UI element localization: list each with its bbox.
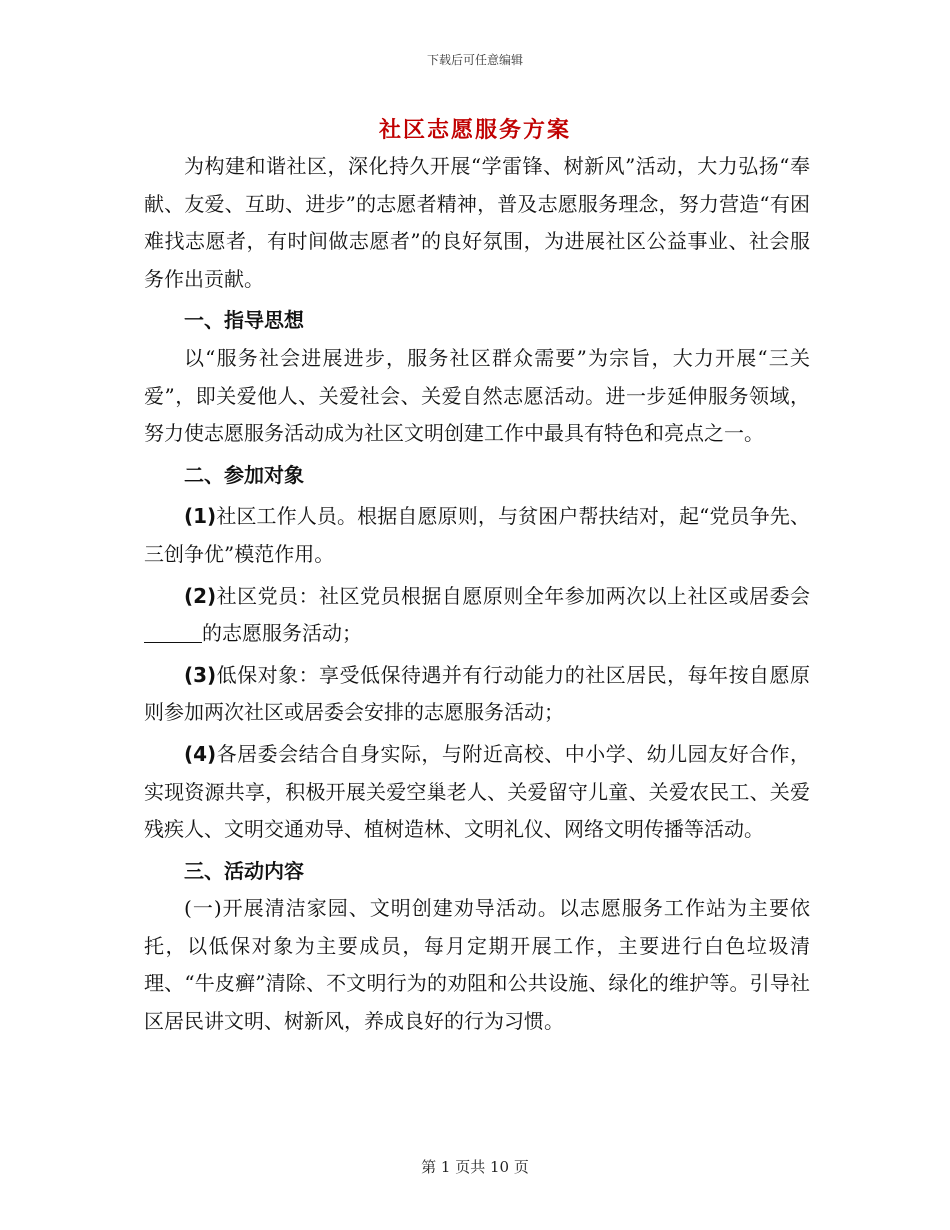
intro-paragraph: 为构建和谐社区，深化持久开展“学雷锋、树新风”活动，大力弘扬“奉献、友爱、互助、进步”的志愿者精神，普及志愿服务理念，努力营造“有困难找志愿者，有时间做志愿者”的良好氛围，为进展社区公益事业、社会服务作出贡献。 [144,154,810,291]
page-footer: 第 1 页共 10 页 [421,1158,529,1176]
item-number: (4) [184,741,217,766]
section-paragraph-guiding-ideology: 以“服务社会进展进步，服务社区群众需要”为宗旨，大力开展“三关爱”，即关爱他人、关爱社会、关爱自然志愿活动。进一步延伸服务领域，努力使志愿服务活动成为社区文明创建工作中最具有特色和亮点之一。 [144,345,810,446]
item-number: (3) [184,662,217,687]
item-text: 社区工作人员。根据自愿原则，与贫困户帮扶结对，起“党员争先、三创争优”模范作用。 [144,504,810,566]
item-text: 低保对象：享受低保待遇并有行动能力的社区居民，每年按自愿原则参加两次社区或居委会安排的志愿服务活动； [144,662,810,725]
item-number: (2) [184,583,217,608]
item-number: (一) [184,896,222,921]
document-body [144,148,810,1041]
section-heading-activities: 三、活动内容 [184,858,304,883]
section-heading-guiding-ideology: 一、指导思想 [184,308,304,333]
page-header: 下载后可任意编辑 [426,53,523,67]
document-title: 社区志愿服务方案 [378,118,571,143]
item-text: 各居委会结合自身实际，与附近高校、中小学、幼儿园友好合作，实现资源共享，积极开展关爱空巢老人、关爱留守儿童、关爱农民工、关爱残疾人、文明交通劝导、植树造林、文明礼仪、网络文明传播等活动。 [144,741,810,842]
activity-item [144,890,810,1040]
section-heading-participants: 二、参加对象 [184,462,304,487]
item-text: 的志愿服务活动； [202,621,362,646]
fill-in-blank [144,622,202,643]
item-text: 开展清洁家园、文明创建劝导活动。以志愿服务工作站为主要依托，以低保对象为主要成员，每月定期开展工作，主要进行白色垃圾清理、“牛皮癣”清除、不文明行为的劝阻和公共设施、绿化的维护等。引导社区居民讲文明、树新风，养成良好的行为习惯。 [144,896,811,1034]
item-number: (1) [184,504,217,529]
item-text: 社区党员：社区党员根据自愿原则全年参加两次以上社区或居委会 [216,583,810,608]
participant-item [144,578,810,653]
participant-item [144,498,810,573]
participant-item [144,657,810,732]
participant-item [144,736,810,849]
